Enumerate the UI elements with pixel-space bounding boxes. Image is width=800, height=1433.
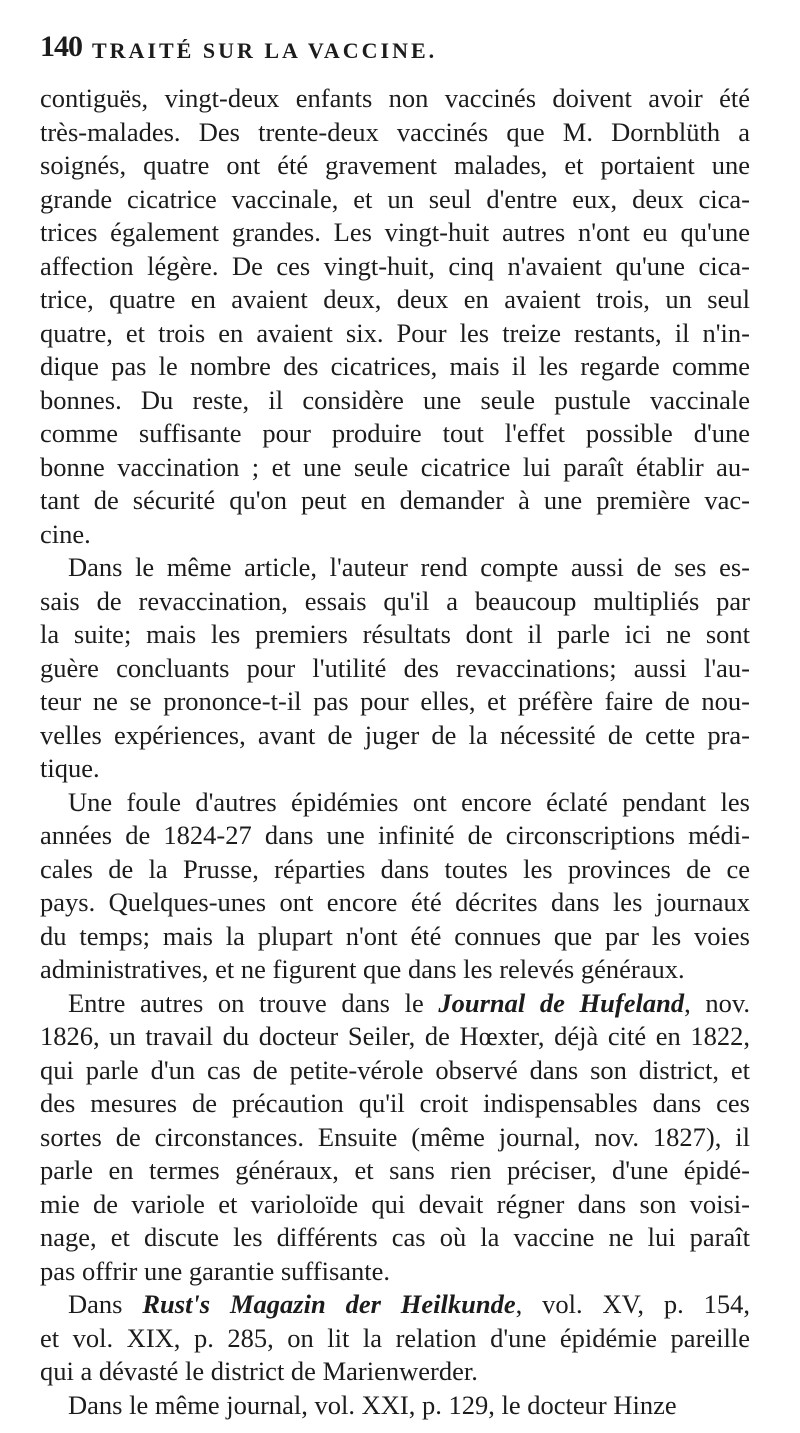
- text-line: sais de revaccination, essais qu'il a beaucoup multipliés par: [40, 585, 750, 616]
- paragraph: [40, 551, 750, 786]
- text-line: trices également grandes. Les vingt-huit autres n'ont eu qu'une: [40, 217, 750, 247]
- text-line: dique pas le nombre des cicatrices, mais il les regarde comme: [40, 351, 750, 381]
- page-header: [40, 30, 750, 82]
- text-line: trice, quatre en avaient deux, deux en avaient trois, un seul: [40, 284, 750, 314]
- text-line: parle en termes généraux, et sans rien préciser, d'une épidé-: [40, 1155, 750, 1185]
- text-line: 1826, un travail du docteur Seiler, de Hœxter, déjà cité en 1822,: [40, 1021, 750, 1051]
- text-line: grande cicatrice vaccinale, et un seul d'entre eux, deux cica-: [40, 183, 750, 214]
- text-line: Entre autres on trouve dans le Journal de Hufeland, nov.: [68, 987, 751, 1018]
- text-line: contiguës, vingt-deux enfants non vaccinés doivent avoir été: [40, 83, 750, 113]
- text-line: administratives, et ne figurent que dans les relevés généraux.: [40, 954, 685, 984]
- text-line: qui parle d'un cas de petite-vérole observé dans son district, et: [40, 1054, 750, 1085]
- body-text: [40, 82, 750, 1422]
- text-line: teur ne se prononce-t-il pas pour elles, et préfère faire de nou-: [40, 686, 750, 716]
- text-line: des mesures de précaution qu'il croit indispensables dans ces: [40, 1088, 750, 1118]
- book-page: [40, 30, 750, 1422]
- text-line: la suite; mais les premiers résultats dont il parle ici ne sont: [40, 619, 750, 649]
- text-line: soignés, quatre ont été gravement malades, et portaient une: [40, 150, 750, 180]
- paragraph: [40, 987, 750, 1289]
- text-line: quatre, et trois en avaient six. Pour les treize restants, il n'in-: [40, 317, 750, 348]
- text-line: bonnes. Du reste, il considère une seule pustule vaccinale: [40, 384, 750, 415]
- text-line: comme suffisante pour produire tout l'effet possible d'une: [40, 418, 750, 448]
- paragraph: [40, 786, 750, 987]
- text-line: du temps; mais la plupart n'ont été connues que par les voies: [40, 920, 750, 951]
- text-line: pays. Quelques-unes ont encore été décrites dans les journaux: [40, 887, 750, 917]
- text-line: années de 1824-27 dans une infinité de circonscriptions médi-: [40, 820, 750, 850]
- text-line: tique.: [40, 753, 100, 783]
- text-line: qui a dévasté le district de Marienwerder.: [40, 1356, 478, 1386]
- italic-title: Journal de Hufeland: [438, 987, 685, 1018]
- text-line: mie de variole et varioloïde qui devait régner dans son voisi-: [40, 1188, 750, 1219]
- paragraph: [40, 1288, 750, 1389]
- text-line: Dans Rust's Magazin der Heilkunde, vol. XV, p. 154,: [68, 1289, 750, 1319]
- italic-title: Rust's Magazin der Heilkunde: [142, 1289, 516, 1319]
- text-line: cales de la Prusse, réparties dans toutes les provinces de ce: [40, 853, 750, 884]
- text-line: Une foule d'autres épidémies ont encore éclaté pendant les: [68, 786, 750, 817]
- text-line: Dans le même journal, vol. XXI, p. 129, le docteur Hinze: [68, 1389, 677, 1420]
- paragraph: [40, 1389, 750, 1423]
- text-line: Dans le même article, l'auteur rend compte aussi de ses es-: [68, 552, 750, 582]
- text-line: très-malades. Des trente-deux vaccinés que M. Dornblüth a: [40, 116, 750, 147]
- text-line: tant de sécurité qu'on peut en demander à une première vac-: [40, 485, 750, 515]
- paragraph: [40, 82, 750, 551]
- text-line: cine.: [40, 518, 91, 549]
- page-number: 140: [40, 30, 82, 63]
- text-line: affection légère. De ces vingt-huit, cinq n'avaient qu'une cica-: [40, 250, 750, 281]
- running-title: TRAITÉ SUR LA VACCINE.: [92, 38, 438, 63]
- text-line: pas offrir une garantie suffisante.: [40, 1255, 391, 1286]
- text-line: nage, et discute les différents cas où la vaccine ne lui paraît: [40, 1222, 750, 1252]
- text-line: bonne vaccination ; et une seule cicatrice lui paraît établir au-: [40, 451, 750, 482]
- text-line: guère concluants pour l'utilité des revaccinations; aussi l'au-: [40, 652, 750, 683]
- text-line: sortes de circonstances. Ensuite (même journal, nov. 1827), il: [40, 1121, 750, 1152]
- text-line: velles expériences, avant de juger de la nécessité de cette pra-: [40, 719, 750, 750]
- text-line: et vol. XIX, p. 285, on lit la relation d'une épidémie pareille: [40, 1322, 750, 1353]
